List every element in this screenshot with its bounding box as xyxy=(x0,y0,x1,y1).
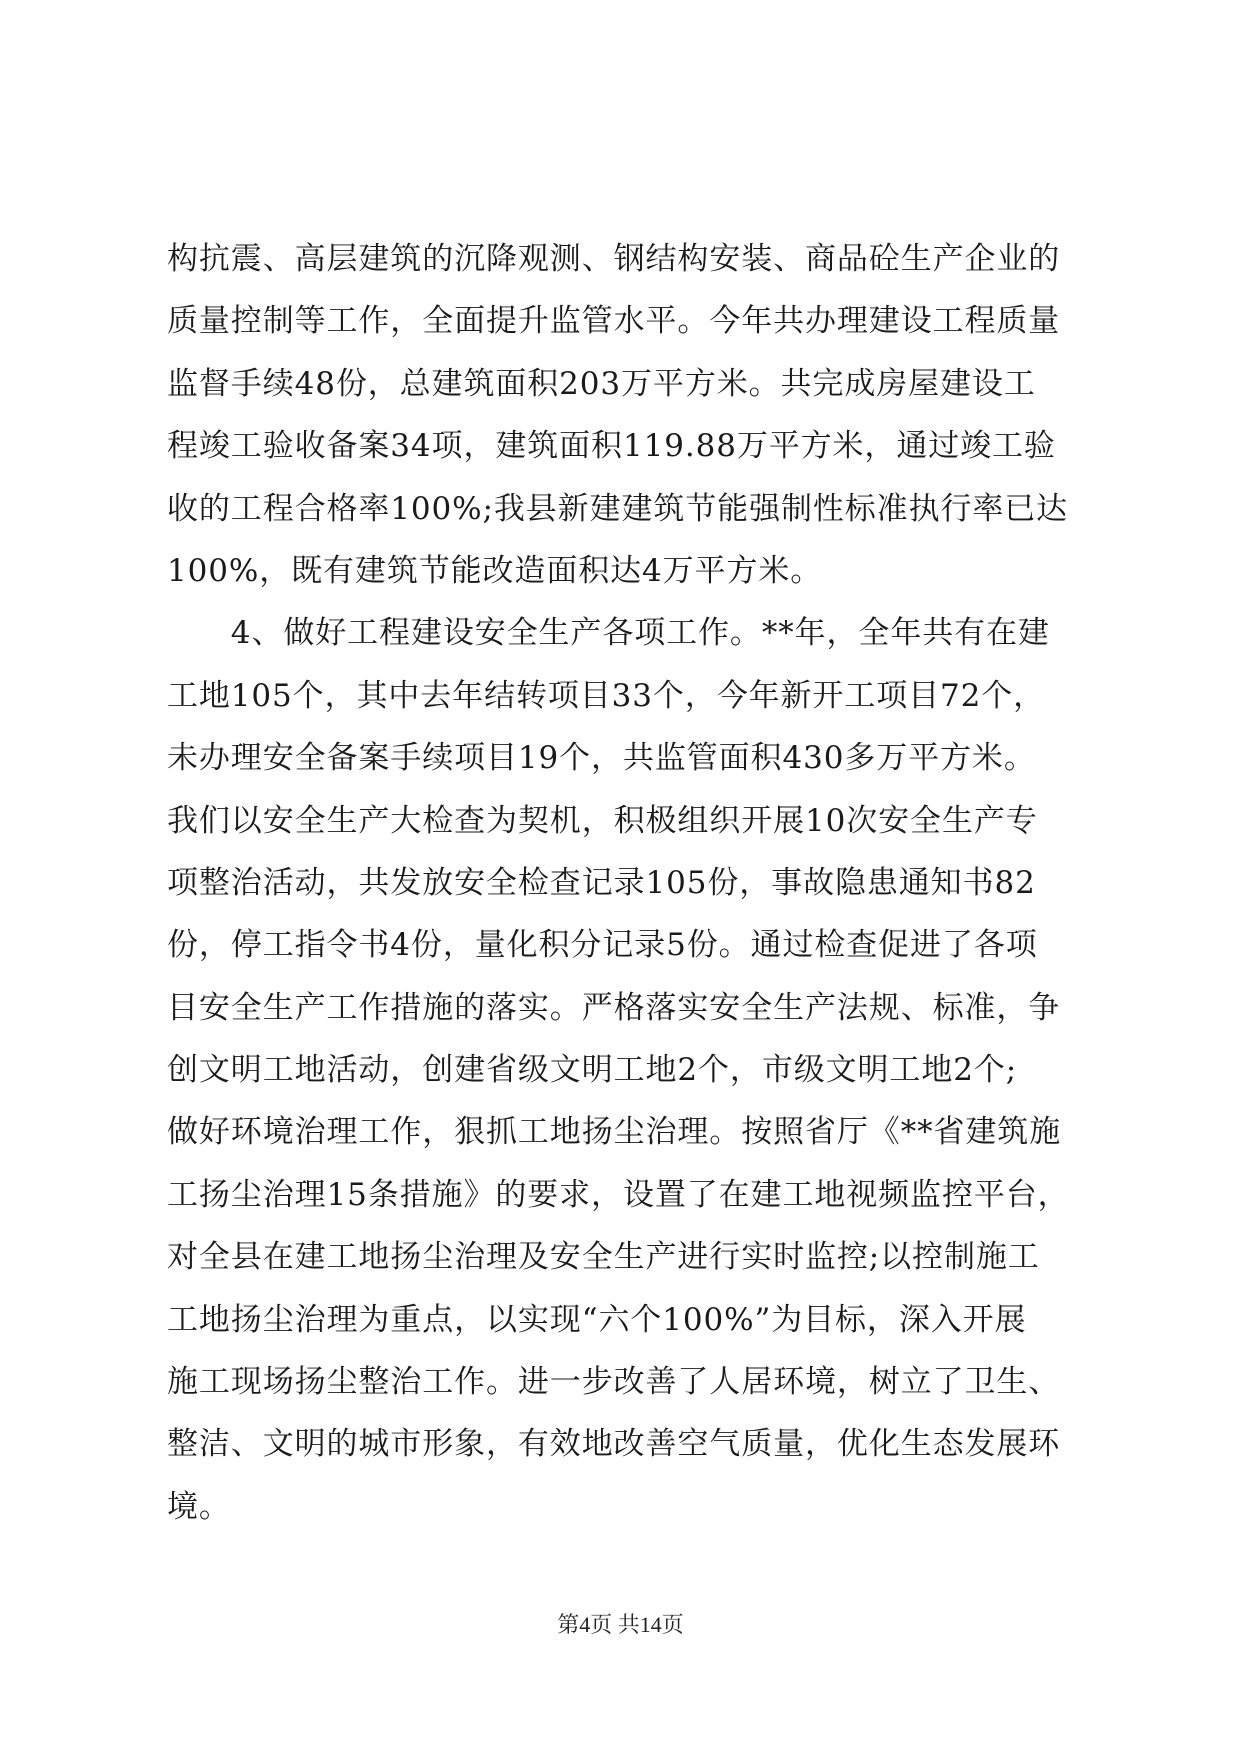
text-line: 目安全生产工作措施的落实。严格落实安全生产法规、标准，争 xyxy=(167,989,1061,1026)
text-line: 4、做好工程建设安全生产各项工作。**年，全年共有在建 xyxy=(167,615,1050,652)
text-line: 收的工程合格率100%;我县新建建筑节能强制性标准执行率已达 xyxy=(167,490,1069,527)
text-line: 监督手续48份，总建筑面积203万平方米。共完成房屋建设工 xyxy=(167,365,1036,402)
text-line: 境。 xyxy=(167,1488,231,1525)
text-line: 未办理安全备案手续项目19个，共监管面积430多万平方米。 xyxy=(167,740,1036,777)
text-line: 程竣工验收备案34项，建筑面积119.88万平方米，通过竣工验 xyxy=(167,428,1056,465)
text-line: 工扬尘治理15条措施》的要求，设置了在建工地视频监控平台， xyxy=(167,1176,1070,1213)
text-line: 项整治活动，共发放安全检查记录105份，事故隐患通知书82 xyxy=(167,864,1036,901)
text-line: 做好环境治理工作，狠抓工地扬尘治理。按照省厅《**省建筑施 xyxy=(167,1114,1062,1151)
text-line: 我们以安全生产大检查为契机，积极组织开展10次安全生产专 xyxy=(167,802,1038,839)
text-line: 份，停工指令书4份，量化积分记录5份。通过检查促进了各项 xyxy=(167,927,1038,964)
text-line: 质量控制等工作，全面提升监管水平。今年共办理建设工程质量 xyxy=(167,303,1061,340)
text-line: 对全县在建工地扬尘治理及安全生产进行实时监控;以控制施工 xyxy=(167,1239,1040,1276)
text-line: 工地扬尘治理为重点，以实现“六个100%”为目标，深入开展 xyxy=(167,1301,1027,1338)
text-line: 施工现场扬尘整治工作。进一步改善了人居环境，树立了卫生、 xyxy=(167,1364,1061,1401)
text-line: 创文明工地活动，创建省级文明工地2个，市级文明工地2个; xyxy=(167,1052,1018,1089)
body-text xyxy=(167,228,1087,1538)
page-number-footer: 第4页 共14页 xyxy=(557,1612,684,1637)
text-line: 整洁、文明的城市形象，有效地改善空气质量，优化生态发展环 xyxy=(167,1426,1061,1463)
text-line: 工地105个，其中去年结转项目33个，今年新开工项目72个， xyxy=(167,677,1046,714)
text-line: 100%，既有建筑节能改造面积达4万平方米。 xyxy=(167,552,823,589)
text-line: 构抗震、高层建筑的沉降观测、钢结构安装、商品砼生产企业的 xyxy=(167,241,1061,277)
